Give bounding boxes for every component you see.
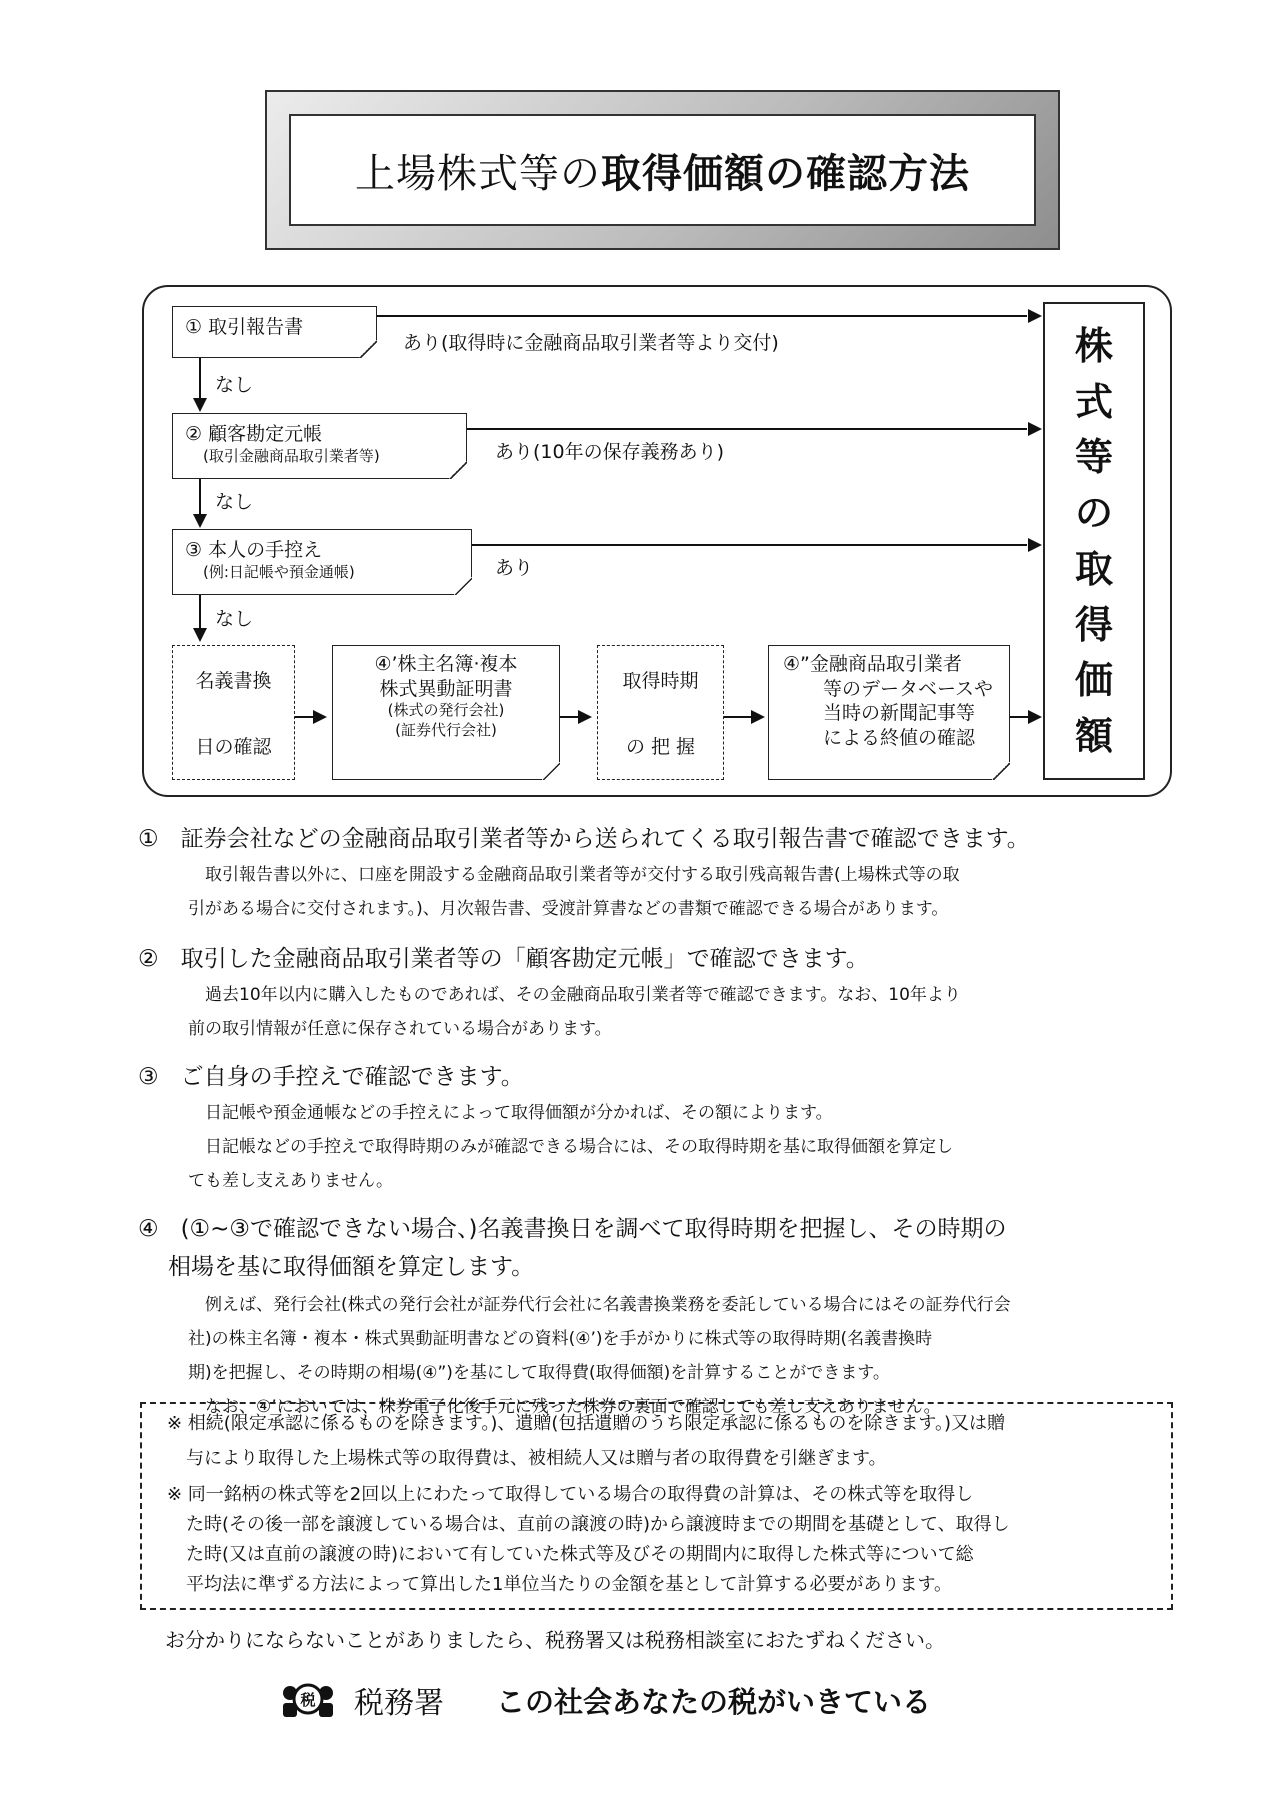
arrow-line — [467, 428, 1027, 430]
title-frame — [265, 90, 1060, 250]
flow-box-line: 等のデータベースや — [823, 677, 994, 700]
flow-doc-trade-report — [172, 306, 377, 358]
item-2-body-line: 過去10年以内に購入したものであれば、その金融商品取引業者等で確認できます。なお、10年より — [205, 985, 961, 1005]
flow-box-line: 当時の新聞記事等 — [823, 702, 976, 725]
note-1-line: 与により取得した上場株式等の取得費は、被相続人又は贈与者の取得費を引継ぎます。 — [186, 1448, 887, 1469]
arrow-head — [313, 710, 327, 724]
result-char: 得 — [1074, 602, 1113, 647]
item-2-body-line: 前の取引情報が任意に保存されている場合があります。 — [188, 1019, 612, 1039]
flow-box-transfer-date — [172, 645, 295, 780]
flow-box-line: による終値の確認 — [823, 727, 976, 750]
result-char: 等 — [1074, 435, 1113, 480]
arrow-head — [578, 710, 592, 724]
item-4-body-line: 期)を把握し、その時期の相場(④”)を基にして取得費(取得価額)を計算することができます。 — [188, 1363, 890, 1383]
arrow-head — [193, 628, 207, 642]
item-4-body-line: なお、④’においては、株券電子化後手元に残った株券の裏面で確認しても差し支えありません。 — [205, 1397, 941, 1417]
flow-label-nashi: なし — [215, 608, 254, 630]
footer — [280, 1678, 931, 1722]
arrow-line — [199, 358, 201, 399]
item-3-body-line: 日記帳などの手控えで取得時期のみが確認できる場合には、その取得時期を基に取得価額を算定し — [205, 1137, 953, 1157]
title-panel — [289, 114, 1036, 226]
item-number: ④ — [138, 1216, 159, 1242]
flow-box-acquisition-time — [597, 645, 724, 780]
arrow-line — [472, 544, 1027, 546]
tax-office-logo-icon — [280, 1681, 336, 1719]
flow-doc-sub: (取引金融商品取引業者等) — [203, 446, 380, 465]
title-part-2: 取得価額の確認方法 — [601, 150, 970, 197]
flow-doc-label: ① 取引報告書 — [185, 316, 304, 338]
item-number: ① — [138, 826, 159, 852]
item-number: ② — [138, 946, 159, 972]
inquiry-text: お分かりにならないことがありましたら、税務署又は税務相談室におたずねください。 — [165, 1628, 945, 1652]
flow-doc-customer-ledger — [172, 413, 467, 479]
footer-office: 税務署 — [354, 1686, 444, 1721]
result-char: 価 — [1074, 658, 1113, 703]
logo-text: 税 — [300, 1691, 316, 1709]
item-heading-text: ご自身の手控えで確認できます。 — [180, 1064, 524, 1090]
item-4-heading-line-2: 相場を基に取得価額を算定します。 — [168, 1254, 535, 1280]
flow-box-line: (株式の発行会社) — [387, 701, 505, 720]
arrow-line — [560, 716, 579, 718]
item-1-heading — [138, 820, 1030, 853]
note-2-line: た時(その後一部を譲渡している場合は、直前の譲渡の時)から譲渡時までの期間を基礎として、取得し — [186, 1514, 1010, 1535]
item-1-body-line: 引がある場合に交付されます。)、月次報告書、受渡計算書などの書類で確認できる場合があります。 — [188, 899, 949, 919]
note-2-line: ※ 同一銘柄の株式等を2回以上にわたって取得している場合の取得費の計算は、その株式等を取得し — [167, 1484, 974, 1505]
item-2-heading — [138, 940, 869, 973]
item-heading-text: 証券会社などの金融商品取引業者等から送られてくる取引報告書で確認できます。 — [180, 826, 1030, 852]
arrow-line — [1010, 716, 1028, 718]
note-2-line: た時(又は直前の譲渡の時)において有していた株式等及びその期間内に取得した株式等について総 — [186, 1544, 974, 1565]
arrow-line — [199, 479, 201, 515]
flow-label-ari: あり(取得時に金融商品取引業者等より交付) — [403, 332, 779, 354]
item-4-heading — [138, 1210, 1007, 1243]
arrow-head — [751, 710, 765, 724]
title-part-1: 上場株式等の — [355, 150, 601, 197]
arrow-line — [199, 595, 201, 629]
arrow-head — [1028, 710, 1042, 724]
item-number: ③ — [138, 1064, 159, 1090]
item-4-body-line: 例えば、発行会社(株式の発行会社が証券代行会社に名義書換業務を委託している場合にはその証券代行会 — [205, 1295, 1011, 1315]
flow-box-line: 日の確認 — [195, 736, 272, 759]
item-3-body-line: ても差し支えありません。 — [188, 1171, 394, 1191]
item-4-body-line: 社)の株主名簿・複本・株式異動証明書などの資料(④’)を手がかりに株式等の取得時期(名義書換時 — [188, 1329, 933, 1349]
flow-label-nashi: なし — [215, 374, 254, 396]
flow-box-line: ④”金融商品取引業者 — [783, 653, 962, 675]
footer-slogan: この社会あなたの税がいきている — [496, 1684, 932, 1719]
flow-doc-label: ③ 本人の手控え — [185, 539, 323, 561]
arrow-head — [1028, 538, 1042, 552]
item-3-body-line: 日記帳や預金通帳などの手控えによって取得価額が分かれば、その額によります。 — [205, 1103, 833, 1123]
flow-box-line: 名義書換 — [195, 669, 272, 692]
page-title — [355, 142, 970, 199]
flow-label-nashi: なし — [215, 491, 254, 513]
flow-doc-shareholder-register — [332, 645, 560, 780]
note-2-line: 平均法に準ずる方法によって算出した1単位当たりの金額を基として計算する必要があります。 — [186, 1574, 953, 1595]
arrow-line — [377, 315, 1027, 317]
flow-label-ari: あり(10年の保存義務あり) — [495, 441, 725, 463]
result-char: 取 — [1074, 546, 1113, 591]
item-3-heading — [138, 1058, 524, 1091]
flow-doc-database — [768, 645, 1010, 780]
arrow-head — [193, 514, 207, 528]
flow-doc-sub: (例:日記帳や預金通帳) — [203, 562, 355, 581]
flow-box-line: 取得時期 — [622, 669, 699, 692]
flow-box-line: の 把 握 — [625, 736, 696, 759]
arrow-head — [1028, 309, 1042, 323]
arrow-head — [1028, 422, 1042, 436]
result-char: 式 — [1074, 379, 1113, 424]
flow-doc-label: ② 顧客勘定元帳 — [185, 423, 323, 445]
item-heading-text: 取引した金融商品取引業者等の「顧客勘定元帳」で確認できます。 — [180, 946, 869, 972]
item-1-body-line: 取引報告書以外に、口座を開設する金融商品取引業者等が交付する取引残高報告書(上場株式等の取 — [205, 865, 960, 885]
flow-box-line: 株式異動証明書 — [379, 677, 513, 700]
result-char: 株 — [1074, 323, 1113, 368]
flow-label-ari: あり — [495, 557, 534, 579]
note-1-line: ※ 相続(限定承認に係るものを除きます。)、遺贈(包括遺贈のうち限定承認に係るものを除きます。)又は贈 — [167, 1413, 1006, 1434]
result-char: の — [1074, 491, 1113, 536]
flow-box-line: ④’株主名簿·複本 — [374, 653, 518, 675]
item-heading-text: (①~③で確認できない場合、)名義書換日を調べて取得時期を把握し、その時期の — [180, 1216, 1007, 1242]
flow-box-line: (証券代行会社) — [395, 720, 497, 739]
arrow-line — [724, 716, 752, 718]
flow-result-acquisition-value — [1043, 302, 1145, 780]
result-char: 額 — [1074, 714, 1113, 759]
arrow-head — [193, 398, 207, 412]
arrow-line — [295, 716, 314, 718]
flow-doc-personal-record — [172, 529, 472, 595]
